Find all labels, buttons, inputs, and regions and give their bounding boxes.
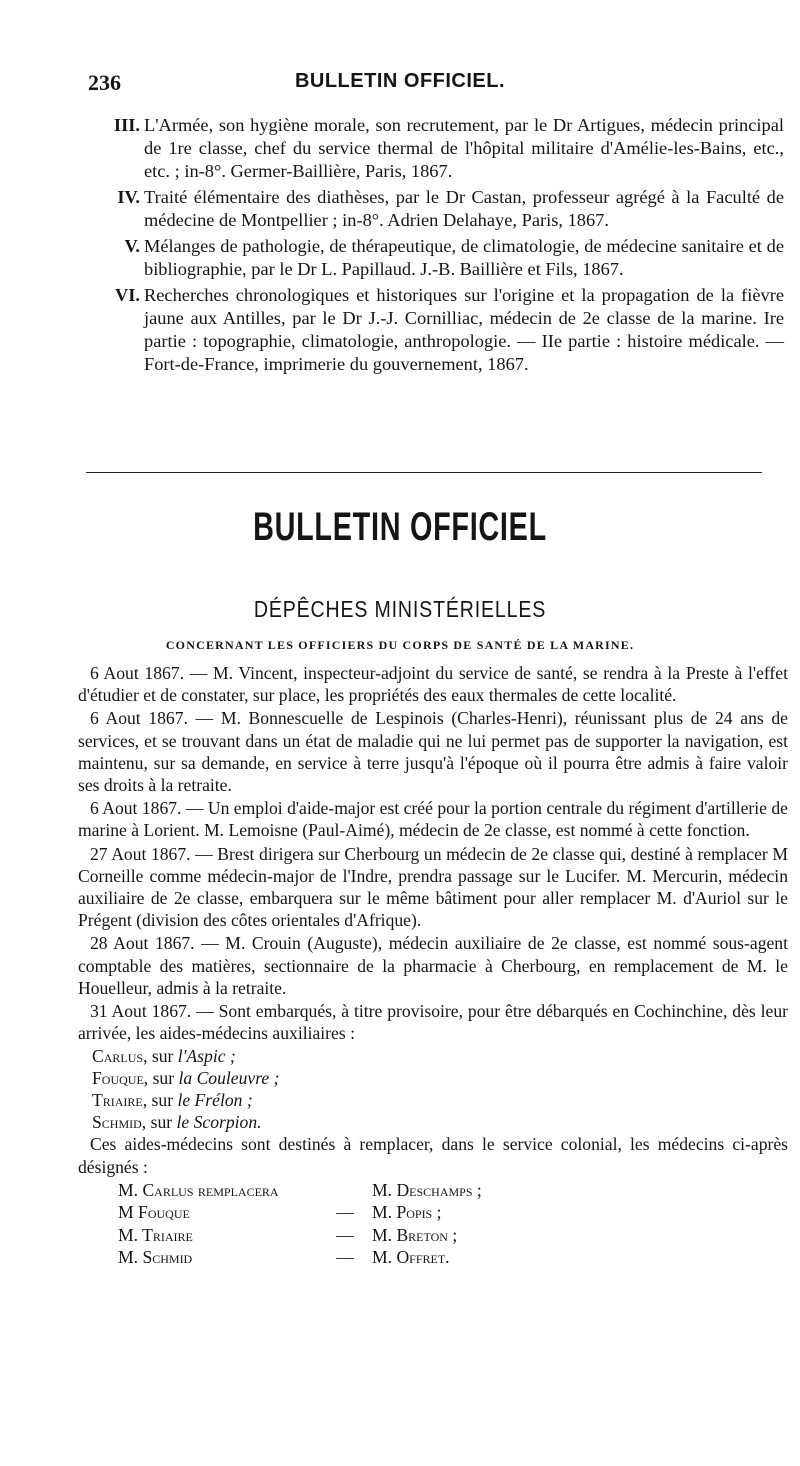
section-subtitle: DÉPÊCHES MINISTÉRIELLES xyxy=(253,596,547,622)
ditto-mark: — xyxy=(336,1247,354,1268)
bibliography-item xyxy=(84,186,784,232)
item-text: Traité élémentaire des diathèses, par le Dr Castan, professeur agrégé à la Faculté de médecine de Montpellier ; in-8°. Adrien Delahaye, Paris, 1867. xyxy=(144,187,784,230)
ditto-mark: — xyxy=(336,1224,354,1245)
ship-name: l'Aspic ; xyxy=(177,1046,236,1067)
dispatch-paragraph: 6 Aout 1867. — M. Bonnescuelle de Lespinois (Charles-Henri), réunissant plus de 24 ans de services, et se trouvant dans un état de maladie qui ne lui permet pas de supporter la navigation, est maintenu, sur sa demande, en service à terre jusqu'à l'époque où il pourra être admis à faire valoir ses droits à la retraite. xyxy=(78,708,788,796)
replacement-row xyxy=(118,1224,788,1246)
replaced-officer: M. Deschamps ; xyxy=(372,1179,482,1200)
replacement-table xyxy=(118,1179,788,1269)
assignment-list xyxy=(92,1045,788,1133)
item-text: Mélanges de pathologie, de thérapeutique, de climatologie, de médecine sanitaire et de bibliographie, par le Dr L. Papillaud. J.-B. Baillière et Fils, 1867. xyxy=(144,236,784,279)
closing-paragraph: Ces aides-médecins sont destinés à remplacer, dans le service colonial, les médecins ci-après désignés : xyxy=(78,1134,788,1177)
bibliography-item xyxy=(84,284,784,376)
assignment-row xyxy=(92,1045,788,1067)
ship-name: le Scorpion. xyxy=(176,1112,262,1133)
assignee-name: Schmid xyxy=(92,1112,142,1133)
assignee-name: Carlus xyxy=(92,1046,144,1067)
section-subtitle-secondary: CONCERNANT LES OFFICIERS DU CORPS DE SANTÉ DE LA MARINE. xyxy=(165,638,635,652)
item-number: III. xyxy=(113,115,140,135)
bibliography-item xyxy=(84,235,784,281)
replaced-officer: M. Offret. xyxy=(372,1247,450,1268)
ditto-mark xyxy=(318,1179,372,1201)
assignment-separator: , sur xyxy=(142,1090,178,1111)
replacing-officer: M. Schmid xyxy=(118,1247,193,1268)
assignee-name: Fouque xyxy=(92,1068,144,1089)
bibliography-list xyxy=(84,114,784,379)
assignment-row xyxy=(92,1067,788,1089)
dispatch-paragraph: 6 Aout 1867. — M. Vincent, inspecteur-adjoint du service de santé, se rendra à la Preste à l'effet d'étudier et de constater, sur place, les propriétés des eaux thermales de cette localité. xyxy=(78,663,788,706)
dispatch-paragraph: 31 Aout 1867. — Sont embarqués, à titre provisoire, pour être débarqués en Cochinchine, dès leur arrivée, les aides-médecins auxiliaires : xyxy=(78,1001,788,1044)
bibliography-item xyxy=(84,114,784,183)
item-number: VI. xyxy=(114,285,140,305)
page-header xyxy=(88,70,712,100)
page-number: 236 xyxy=(88,70,121,95)
replacement-row xyxy=(118,1246,788,1268)
replaced-officer: M. Breton ; xyxy=(372,1224,458,1245)
assignment-separator: , sur xyxy=(143,1068,179,1089)
assignment-separator: , sur xyxy=(143,1046,178,1067)
ship-name: le Frélon ; xyxy=(177,1090,253,1111)
item-number: IV. xyxy=(117,187,140,207)
replaced-officer: M. Popis ; xyxy=(372,1202,442,1223)
section-divider xyxy=(86,472,762,473)
replacing-officer: M Fouque xyxy=(118,1202,190,1223)
ditto-mark: — xyxy=(336,1202,354,1223)
running-title: BULLETIN OFFICIEL. xyxy=(294,70,506,92)
item-text: Recherches chronologiques et historiques sur l'origine et la propagation de la fièvre jaune aux Antilles, par le Dr J.-J. Cornilliac, médecin de 2e classe de la marine. Ire partie : topographie, climatologie, anthropologie. — IIe partie : histoire médicale. — Fort-de-France, imprimerie du gouvernement, 1867. xyxy=(144,285,784,374)
dispatch-paragraph: 28 Aout 1867. — M. Crouin (Auguste), médecin auxiliaire de 2e classe, est nommé sous-agent comptable des matières, sectionnaire de la pharmacie à Cherbourg, en remplacement de M. le Houelleur, admis à la retraite. xyxy=(78,933,788,998)
item-text: L'Armée, son hygiène morale, son recrutement, par le Dr Artigues, médecin principal de 1re classe, chef du service thermal de l'hôpital militaire d'Amélie-les-Bains, etc., etc. ; in-8°. Germer-Baillière, Paris, 1867. xyxy=(144,115,784,181)
dispatch-paragraph: 27 Aout 1867. — Brest dirigera sur Cherbourg un médecin de 2e classe qui, destiné à remplacer M Corneille comme médecin-major de l'Indre, prendra passage sur le Lucifer. M. Mercurin, médecin auxiliaire de 2e classe, embarquera sur le même bâtiment pour aller remplacer M. d'Auriol sur le Prégent (division des côtes orientales d'Afrique). xyxy=(78,843,788,931)
item-number: V. xyxy=(124,236,140,256)
assignment-row xyxy=(92,1089,788,1111)
dispatch-body xyxy=(78,662,788,1268)
dispatch-paragraph: 6 Aout 1867. — Un emploi d'aide-major est créé pour la portion centrale du régiment d'artillerie de marine à Lorient. M. Lemoisne (Paul-Aimé), médecin de 2e classe, est nommé à cette fonction. xyxy=(78,798,788,841)
assignment-separator: , sur xyxy=(141,1112,177,1133)
ship-name: la Couleuvre ; xyxy=(178,1068,280,1089)
section-title: BULLETIN OFFICIEL xyxy=(253,505,547,549)
replacing-officer: M. Triaire xyxy=(118,1224,193,1245)
assignee-name: Triaire xyxy=(92,1090,143,1111)
replacement-row xyxy=(118,1179,788,1201)
replacement-row xyxy=(118,1201,788,1223)
replacing-officer: M. Carlus remplacera xyxy=(118,1179,279,1200)
assignment-row xyxy=(92,1111,788,1133)
